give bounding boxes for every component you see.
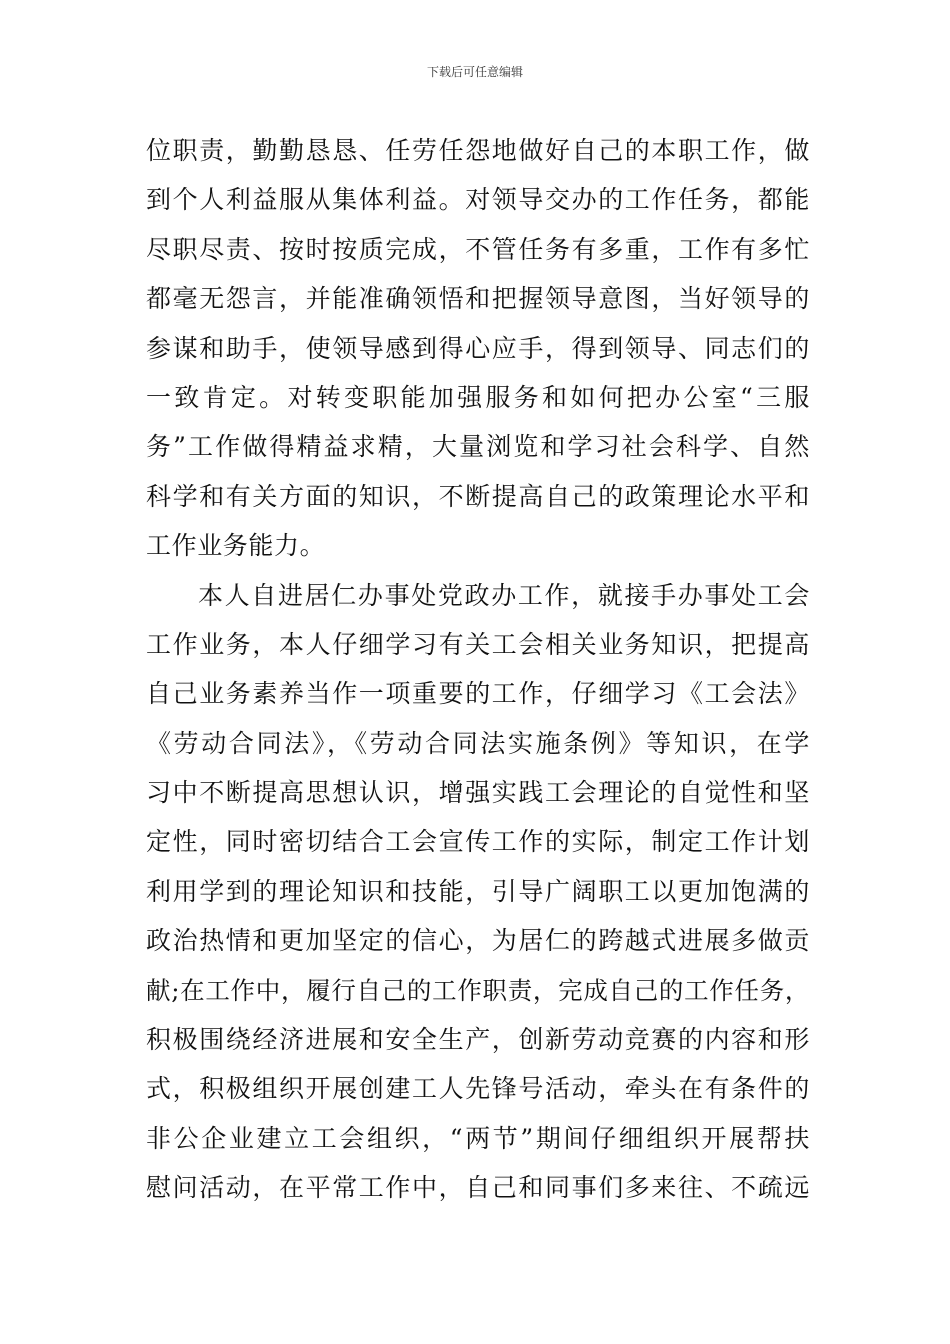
text-line: 自己业务素养当作一项重要的工作，仔细学习《工会法》 bbox=[146, 679, 810, 709]
text-line: 务”工作做得精益求精，大量浏览和学习社会科学、自然 bbox=[146, 432, 810, 462]
text-line: 一致肯定。对转变职能加强服务和如何把办公室“三服 bbox=[146, 382, 810, 412]
text-line: 积极围绕经济进展和安全生产，创新劳动竞赛的内容和形 bbox=[146, 1025, 810, 1055]
paragraph-1 bbox=[146, 126, 810, 571]
text-line: 《劳动合同法》，《劳动合同法实施条例》等知识，在学 bbox=[146, 728, 810, 758]
paragraph-2 bbox=[146, 571, 810, 1213]
text-line: 尽职尽责、按时按质完成，不管任务有多重，工作有多忙 bbox=[146, 234, 810, 264]
text-line: 位职责，勤勤恳恳、任劳任怨地做好自己的本职工作，做 bbox=[146, 136, 810, 165]
text-line: 定性，同时密切结合工会宣传工作的实际，制定工作计划 bbox=[146, 827, 810, 857]
text-line: 政治热情和更加坚定的信心，为居仁的跨越式进展多做贡 bbox=[146, 926, 810, 956]
text-line: 工作业务能力。 bbox=[146, 531, 326, 561]
text-line: 工作业务，本人仔细学习有关工会相关业务知识，把提高 bbox=[146, 629, 810, 659]
text-line: 科学和有关方面的知识，不断提高自己的政策理论水平和 bbox=[146, 481, 810, 511]
page-header: 下载后可任意编辑 bbox=[426, 65, 523, 79]
text-line: 到个人利益服从集体利益。对领导交办的工作任务，都能 bbox=[146, 185, 810, 215]
text-line: 慰问活动，在平常工作中，自己和同事们多来往、不疏远 bbox=[146, 1173, 810, 1203]
text-line: 参谋和助手，使领导感到得心应手，得到领导、同志们的 bbox=[146, 333, 810, 363]
text-line: 本人自进居仁办事处党政办工作，就接手办事处工会 bbox=[198, 580, 810, 610]
text-line: 非公企业建立工会组织，“两节”期间仔细组织开展帮扶 bbox=[146, 1123, 810, 1153]
document-body bbox=[146, 126, 810, 1213]
text-line: 式，积极组织开展创建工人先锋号活动，牵头在有条件的 bbox=[146, 1074, 810, 1104]
text-line: 都毫无怨言，并能准确领悟和把握领导意图，当好领导的 bbox=[146, 284, 810, 314]
text-line: 习中不断提高思想认识，增强实践工会理论的自觉性和坚 bbox=[146, 778, 810, 808]
text-line: 利用学到的理论知识和技能，引导广阔职工以更加饱满的 bbox=[146, 876, 810, 906]
text-line: 献;在工作中，履行自己的工作职责，完成自己的工作任务， bbox=[146, 975, 810, 1005]
